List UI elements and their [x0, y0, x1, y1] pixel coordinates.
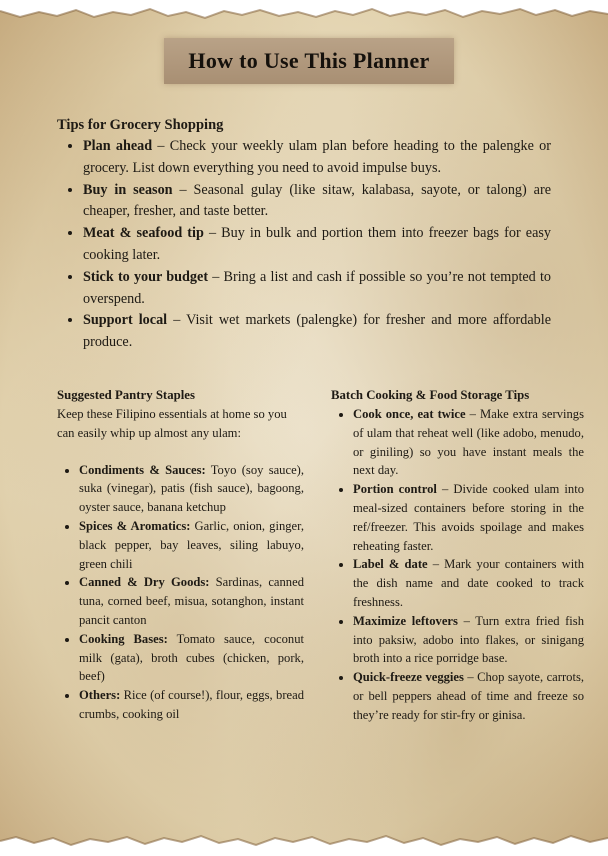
pantry-staples-section	[57, 388, 304, 724]
batch-item	[353, 612, 584, 668]
batch-list	[331, 405, 584, 725]
batch-item	[353, 405, 584, 480]
batch-cooking-section	[331, 388, 584, 725]
batch-item-text: – Mark your containers with the dish name and date cooked to track freshness.	[353, 557, 584, 609]
pantry-item-text: Tomato sauce, coconut milk (gata), broth cubes (chicken, pork, beef)	[79, 631, 304, 684]
batch-item	[353, 480, 584, 555]
page-title: How to Use This Planner	[188, 48, 430, 73]
pantry-item-label: Canned & Dry Goods:	[79, 575, 210, 590]
tip-label: Meat & seafood tip	[83, 225, 204, 242]
tip-text: – Visit wet markets (palengke) for fresher and more affordable produce.	[83, 312, 552, 351]
pantry-item-label: Cooking Bases:	[79, 631, 168, 646]
tip-label: Support local	[83, 312, 168, 329]
pantry-item	[79, 630, 304, 686]
grocery-tip-item	[83, 310, 551, 354]
grocery-tips-heading: Tips for Grocery Shopping	[57, 117, 224, 133]
pantry-item	[79, 517, 304, 573]
batch-item-label: Quick-freeze veggies	[353, 670, 464, 685]
tip-text: – Bring a list and cash if possible so you’re not tempted to overspend.	[83, 268, 552, 307]
pantry-heading: Suggested Pantry Staples	[57, 388, 195, 402]
grocery-tips-list	[57, 136, 551, 354]
tip-text: – Check your weekly ulam plan before heading to the palengke or grocery. List down everything you need to avoid impulse buys.	[83, 138, 552, 176]
batch-item	[353, 668, 584, 724]
pantry-item-text: Rice (of course!), flour, eggs, bread crumbs, cooking oil	[79, 688, 304, 721]
torn-edge-bottom	[0, 826, 608, 856]
grocery-tip-item	[83, 267, 551, 311]
pantry-item-label: Others:	[79, 688, 121, 703]
grocery-tip-item	[83, 180, 551, 224]
title-banner	[164, 38, 454, 84]
pantry-item-text: Garlic, onion, ginger, black pepper, bay leaves, siling labuyo, green chili	[79, 518, 304, 571]
grocery-tips-section	[57, 117, 551, 354]
grocery-tip-item	[83, 136, 551, 180]
batch-item-text: – Chop sayote, carrots, or bell peppers ahead of time and freeze so they’re ready for stir-fry or ginisa.	[353, 670, 584, 722]
batch-item-text: – Make extra servings of ulam that reheat well (like adobo, menudo, or giniling) so you have instant meals the next day.	[353, 407, 584, 478]
batch-item-label: Maximize leftovers	[353, 613, 458, 628]
pantry-item-label: Spices & Aromatics:	[79, 518, 191, 533]
tip-label: Plan ahead	[83, 138, 153, 154]
batch-item-text: – Divide cooked ulam into meal-sized containers before storing in the ref/freezer. This avoids spoilage and makes reheating faster.	[353, 482, 584, 553]
pantry-item-text: Sardinas, canned tuna, corned beef, misua, sotanghon, instant pancit canton	[79, 575, 304, 627]
batch-item	[353, 555, 584, 611]
batch-item-label: Portion control	[353, 482, 437, 497]
batch-item-text: – Turn extra fried fish into paksiw, adobo into flakes, or sinigang broth into a rice porridge base.	[353, 613, 585, 666]
pantry-item	[79, 686, 304, 724]
pantry-item	[79, 461, 304, 517]
tip-text: – Buy in bulk and portion them into freezer bags for easy cooking later.	[83, 225, 551, 263]
pantry-item-text: Toyo (soy sauce), suka (vinegar), patis (fish sauce), bagoong, oyster sauce, banana ketchup	[79, 462, 304, 515]
tip-text: – Seasonal gulay (like sitaw, kalabasa, sayote, or talong) are cheaper, fresher, and taste better.	[83, 181, 551, 220]
pantry-item	[79, 573, 304, 629]
batch-item-label: Label & date	[353, 557, 428, 572]
grocery-tip-item	[83, 223, 551, 267]
pantry-item-label: Condiments & Sauces:	[79, 462, 206, 477]
torn-edge-top	[0, 0, 608, 26]
tip-label: Buy in season	[83, 181, 173, 198]
pantry-intro: Keep these Filipino essentials at home so you can easily whip up almost any ulam:	[57, 407, 287, 440]
batch-item-label: Cook once, eat twice	[353, 407, 466, 421]
pantry-list	[57, 461, 304, 724]
batch-heading: Batch Cooking & Food Storage Tips	[331, 388, 530, 402]
tip-label: Stick to your budget	[83, 268, 209, 285]
